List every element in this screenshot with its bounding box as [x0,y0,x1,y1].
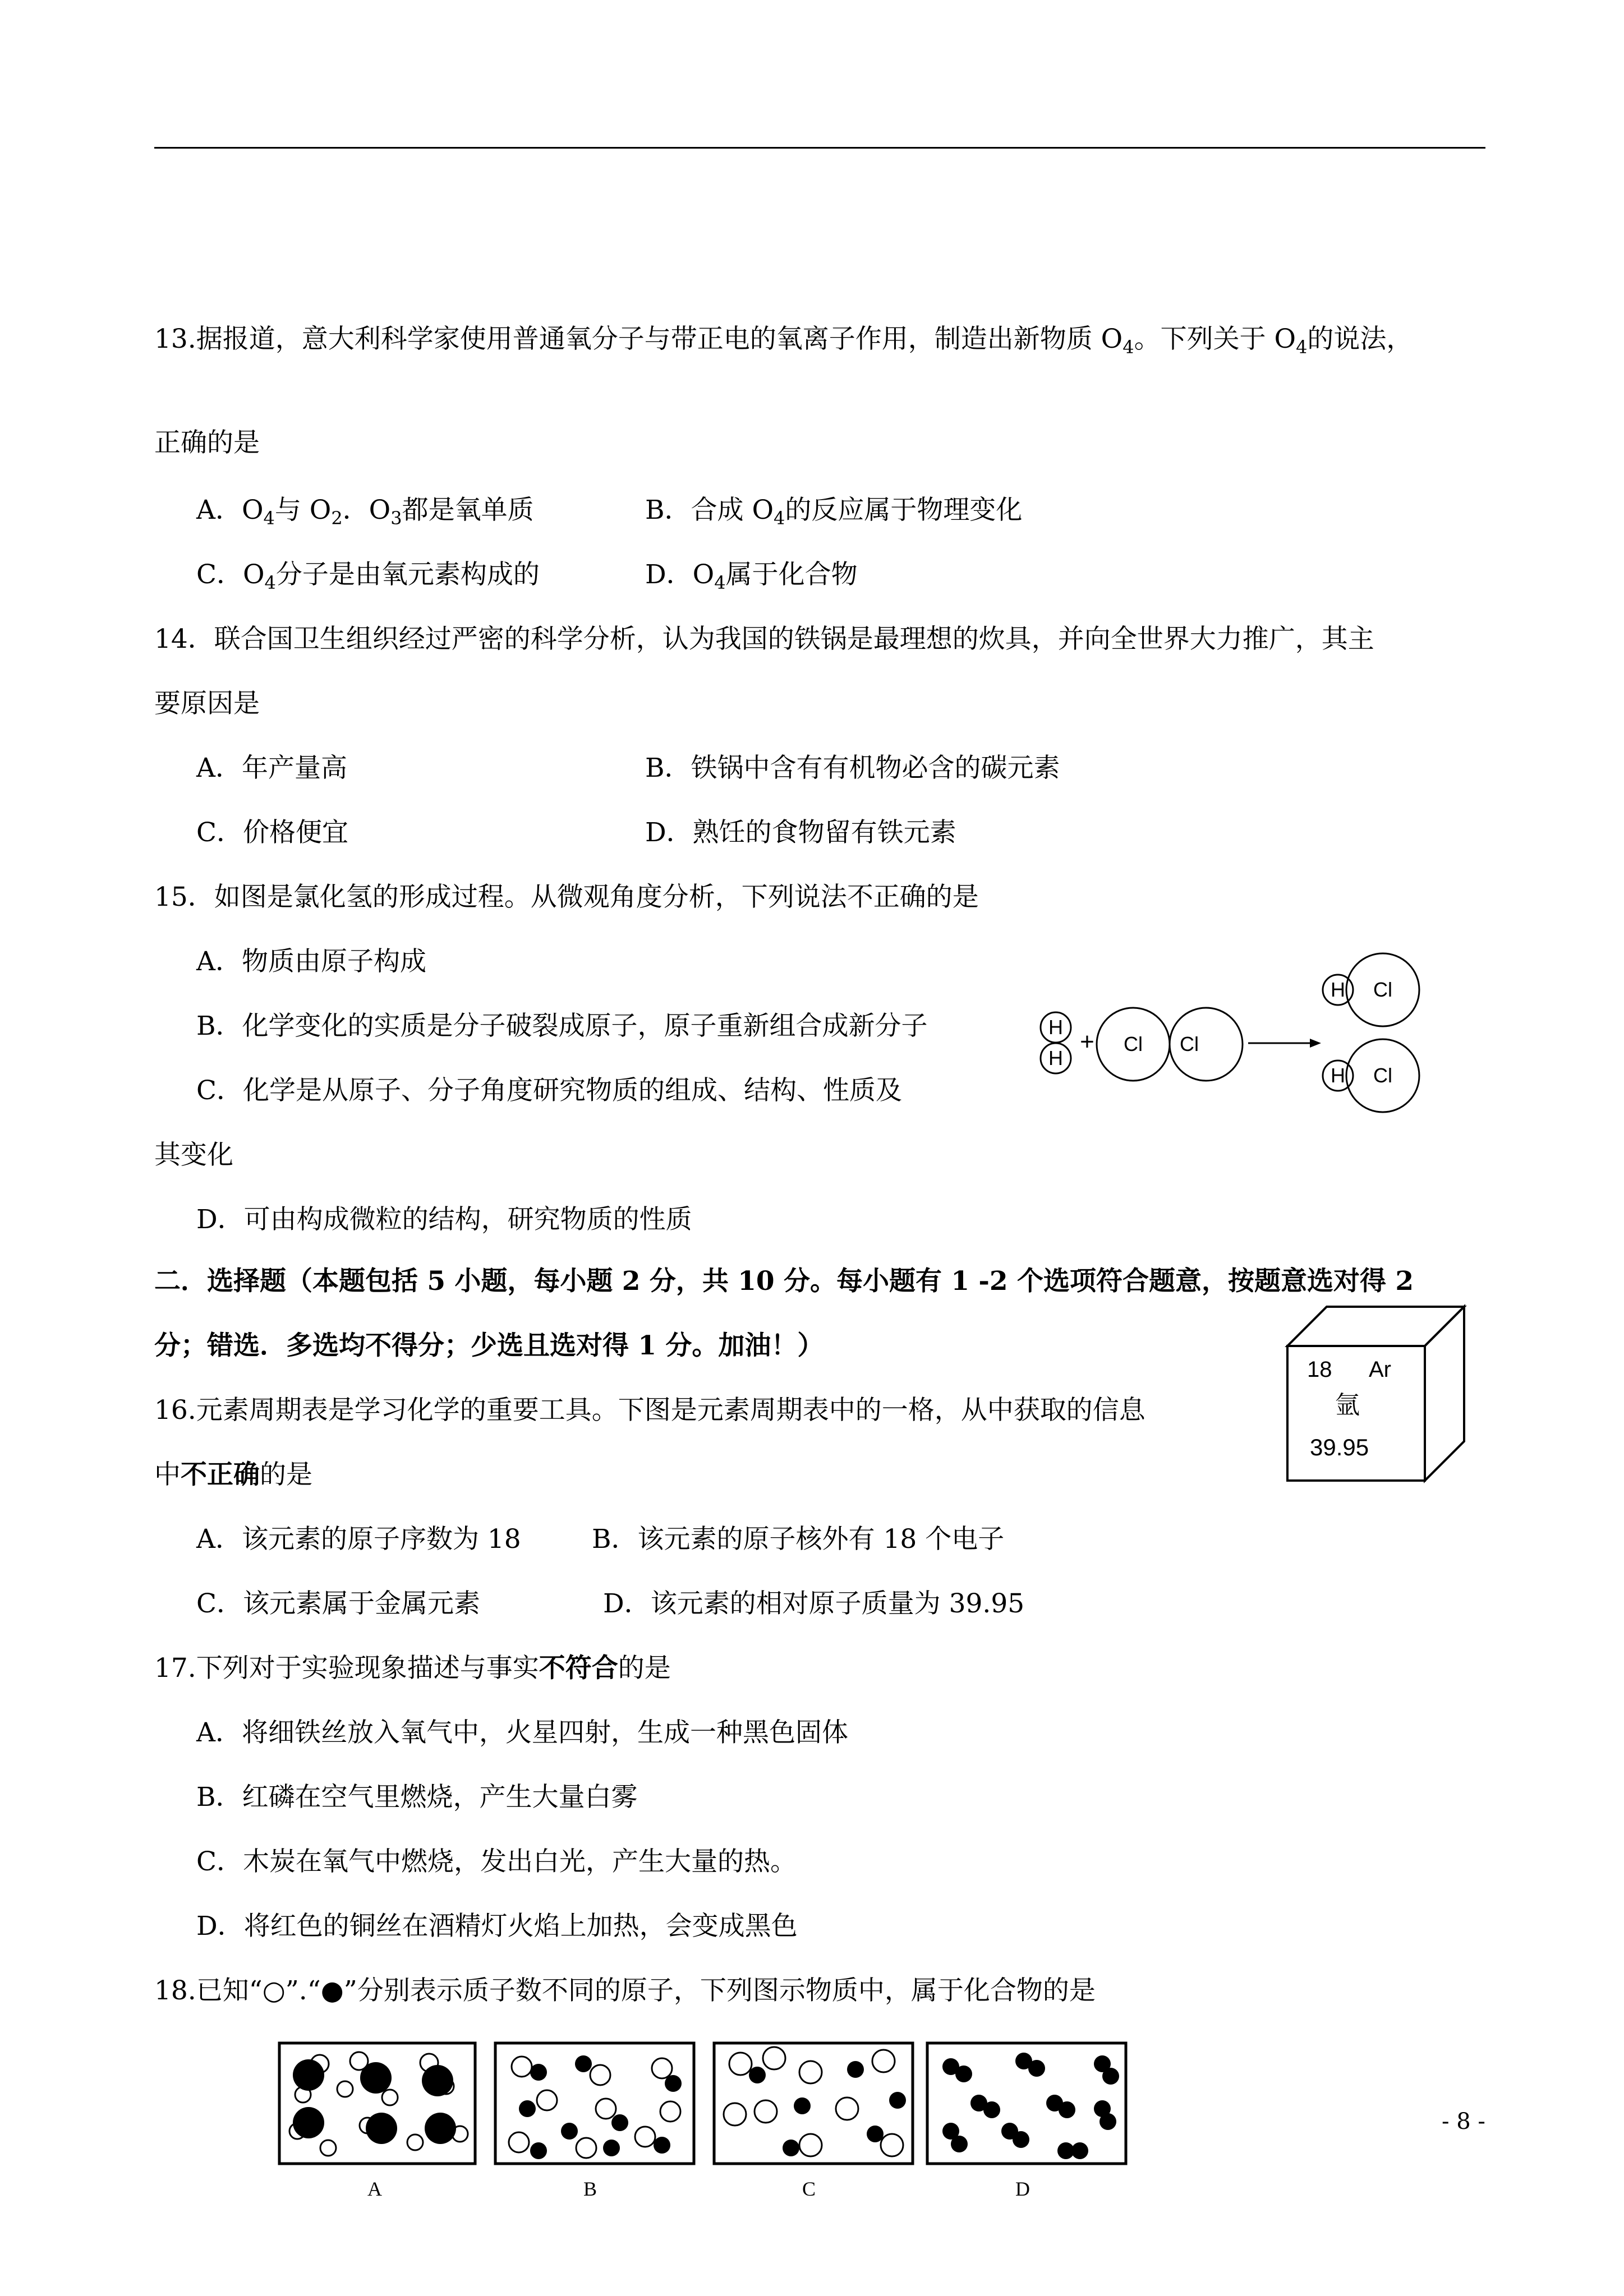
section2-instructions-line2: 分；错选．多选均不得分；少选且选对得 1 分。加油！） [154,1330,824,1361]
q17-option-c: C．木炭在氧气中燃烧，发出白光，产生大量的热。 [196,1846,797,1877]
page-number: - 8 - [1442,2109,1485,2134]
q17-option-b: B．红磷在空气里燃烧，产生大量白雾 [196,1782,638,1813]
q16-option-c: C．该元素属于金属元素 [196,1588,480,1619]
plus-sign: + [1080,1028,1094,1055]
q15-stem: 15．如图是氯化氢的形成过程。从微观角度分析，下列说法不正确的是 [154,882,979,912]
q14-stem-line2: 要原因是 [154,688,260,719]
periodic-table-cell [1285,1304,1475,1489]
q16-option-a: A．该元素的原子序数为 18 [196,1524,521,1555]
h-label-top: H [1048,1016,1063,1039]
box-label-b: B [583,2178,597,2200]
q13-stem-line2: 正确的是 [154,427,260,458]
element-symbol: Ar [1369,1357,1391,1382]
q14-stem: 14．联合国卫生组织经过严密的科学分析，认为我国的铁锅是最理想的炊具，并向全世界大力推广，其主 [154,624,1374,654]
q17-option-d: D．将红色的铜丝在酒精灯火焰上加热，会变成黑色 [196,1911,798,1942]
product-h-label-top: H [1331,978,1345,1001]
q15-option-d: D．可由构成微粒的结构，研究物质的性质 [196,1204,692,1235]
q15-option-c-line2: 其变化 [154,1140,233,1170]
product-cl-label-top: Cl [1373,978,1392,1001]
hcl-formation-diagram [1021,948,1447,1116]
q17-stem: 17.下列对于实验现象描述与事实不符合的是 [154,1653,671,1684]
h-label-bottom: H [1048,1046,1063,1069]
q15-option-a: A．物质由原子构成 [196,946,426,977]
element-name: 氩 [1335,1391,1360,1419]
q15-option-b: B．化学变化的实质是分子破裂成原子，原子重新组合成新分子 [196,1011,928,1041]
q13-option-d: D．$O_4$属于化合物 [645,559,858,593]
q16-option-d: D．该元素的相对原子质量为 39.95 [603,1588,1025,1619]
q15-option-c: C．化学是从原子、分子角度研究物质的组成、结构、性质及 [196,1075,902,1106]
header-rule [154,147,1485,149]
q14-option-d: D．熟饪的食物留有铁元素 [645,817,956,848]
section2-instructions: 二．选择题（本题包括 5 小题，每小题 2 分，共 10 分。每小题有 1 -2 个选项符合题意，按题意选对得 2 [154,1266,1414,1297]
q14-option-c: C．价格便宜 [196,817,348,848]
atomic-mass: 39.95 [1310,1434,1369,1460]
box-label-a: A [367,2178,382,2200]
q13-option-b: B．合成 $O_4$的反应属于物理变化 [645,495,1023,529]
particle-box-c [712,2041,914,2201]
q16-stem-line2: 中不正确的是 [154,1459,312,1490]
q13-option-c: C．$O_4$分子是由氧元素构成的 [196,559,540,593]
particle-box-d [926,2041,1128,2201]
product-cl-label-bottom: Cl [1373,1064,1392,1087]
q13-stem: 13.据报道，意大利科学家使用普通氧分子与带正电的氧离子作用，制造出新物质 $O_4$。下列关于 $O_4$的说法， [154,324,1413,358]
product-h-label-bottom: H [1331,1064,1345,1087]
q16-option-b: B．该元素的原子核外有 18 个电子 [592,1524,1005,1555]
q14-option-a: A．年产量高 [196,753,347,783]
atomic-number: 18 [1307,1357,1332,1382]
box-label-c: C [802,2178,816,2200]
arrow-head [1310,1039,1321,1048]
cl-label-left: Cl [1124,1032,1143,1055]
q13-option-a: A．$O_4$与 $O_2$．$O_3$都是氧单质 [196,495,534,529]
q14-option-b: B．铁锅中含有有机物必含的碳元素 [645,753,1060,783]
cl-label-right: Cl [1180,1032,1199,1055]
q17-option-a: A．将细铁丝放入氧气中，火星四射，生成一种黑色固体 [196,1717,848,1748]
q16-stem: 16.元素周期表是学习化学的重要工具。下图是元素周期表中的一格，从中获取的信息 [154,1395,1145,1426]
particle-box-b [494,2041,696,2201]
box-label-d: D [1015,2178,1030,2200]
q18-stem: 18.已知“○”.“●”分别表示质子数不同的原子，下列图示物质中，属于化合物的是 [154,1975,1096,2006]
particle-box-a [278,2041,477,2201]
